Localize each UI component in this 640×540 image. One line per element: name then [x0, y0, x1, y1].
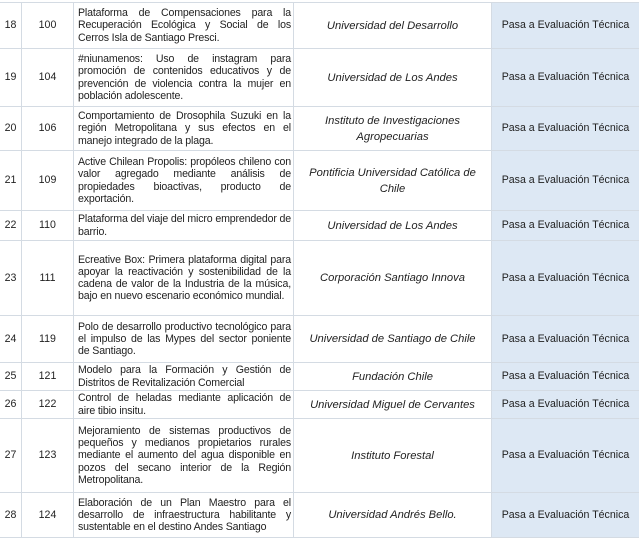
institution: Universidad de Los Andes — [294, 211, 492, 241]
table-row — [0, 151, 639, 211]
projects-table — [0, 2, 639, 538]
row-number: 28 — [0, 493, 22, 538]
project-id: 111 — [22, 241, 74, 316]
project-title: Modelo para la Formación y Gestión de Distritos de Revitalización Comercial — [74, 363, 294, 391]
table-row — [0, 241, 639, 316]
row-number: 23 — [0, 241, 22, 316]
institution: Universidad de Los Andes — [294, 49, 492, 107]
status: Pasa a Evaluación Técnica — [492, 316, 640, 363]
row-number: 19 — [0, 49, 22, 107]
institution: Universidad Miguel de Cervantes — [294, 391, 492, 419]
project-title: Elaboración de un Plan Maestro para el desarrollo de infraestructura habilitante y sustentable en el destino Andes Santiago — [74, 493, 294, 538]
project-id: 123 — [22, 419, 74, 493]
table-row — [0, 211, 639, 241]
row-number: 26 — [0, 391, 22, 419]
project-id: 119 — [22, 316, 74, 363]
status: Pasa a Evaluación Técnica — [492, 241, 640, 316]
status: Pasa a Evaluación Técnica — [492, 493, 640, 538]
institution: Fundación Chile — [294, 363, 492, 391]
project-id: 121 — [22, 363, 74, 391]
row-number: 20 — [0, 107, 22, 151]
table-row — [0, 49, 639, 107]
status: Pasa a Evaluación Técnica — [492, 3, 640, 49]
institution: Universidad de Santiago de Chile — [294, 316, 492, 363]
row-number: 25 — [0, 363, 22, 391]
projects-table-body — [0, 3, 639, 538]
project-id: 109 — [22, 151, 74, 211]
status: Pasa a Evaluación Técnica — [492, 363, 640, 391]
project-id: 124 — [22, 493, 74, 538]
project-title: Ecreative Box: Primera plataforma digital para apoyar la reactivación y sostenibilidad de la cadena de valor de la Industria de la música, bajo en nuevo escenario económico mundial. — [74, 241, 294, 316]
row-number: 27 — [0, 419, 22, 493]
project-title: #niunamenos: Uso de instagram para promoción de contenidos educativos y de prevención de violencia contra la mujer en población adolescente. — [74, 49, 294, 107]
project-title: Control de heladas mediante aplicación de aire tibio insitu. — [74, 391, 294, 419]
project-id: 100 — [22, 3, 74, 49]
institution: Corporación Santiago Innova — [294, 241, 492, 316]
institution: Instituto Forestal — [294, 419, 492, 493]
table-row — [0, 316, 639, 363]
project-id: 104 — [22, 49, 74, 107]
status: Pasa a Evaluación Técnica — [492, 391, 640, 419]
table-row — [0, 419, 639, 493]
project-title: Mejoramiento de sistemas productivos de pequeños y medianos propietarios rurales mediante el aumento del agua disponible en pozos del secano interior de la Región Metropolitana. — [74, 419, 294, 493]
project-title: Comportamiento de Drosophila Suzuki en la región Metropolitana y sus efectos en el manejo integrado de la plaga. — [74, 107, 294, 151]
row-number: 18 — [0, 3, 22, 49]
project-id: 122 — [22, 391, 74, 419]
project-title: Plataforma del viaje del micro emprendedor de barrio. — [74, 211, 294, 241]
row-number: 22 — [0, 211, 22, 241]
table-row — [0, 493, 639, 538]
table-row — [0, 363, 639, 391]
row-number: 21 — [0, 151, 22, 211]
table-row — [0, 107, 639, 151]
status: Pasa a Evaluación Técnica — [492, 107, 640, 151]
project-id: 106 — [22, 107, 74, 151]
institution: Instituto de Investigaciones Agropecuarias — [294, 107, 492, 151]
project-title: Polo de desarrollo productivo tecnológico para el impulso de las Mypes del sector poniente de Santiago. — [74, 316, 294, 363]
row-number: 24 — [0, 316, 22, 363]
project-title: Active Chilean Propolis: propóleos chileno con valor agregado mediante análisis de propiedades bioactivas, producto de exportación. — [74, 151, 294, 211]
table-row — [0, 3, 639, 49]
status: Pasa a Evaluación Técnica — [492, 419, 640, 493]
institution: Universidad Andrés Bello. — [294, 493, 492, 538]
institution: Pontificia Universidad Católica de Chile — [294, 151, 492, 211]
institution: Universidad del Desarrollo — [294, 3, 492, 49]
status: Pasa a Evaluación Técnica — [492, 151, 640, 211]
status: Pasa a Evaluación Técnica — [492, 211, 640, 241]
table-row — [0, 391, 639, 419]
status: Pasa a Evaluación Técnica — [492, 49, 640, 107]
project-title: Plataforma de Compensaciones para la Recuperación Ecológica y Social de los Cerros Isla de Santiago Presci. — [74, 3, 294, 49]
project-id: 110 — [22, 211, 74, 241]
